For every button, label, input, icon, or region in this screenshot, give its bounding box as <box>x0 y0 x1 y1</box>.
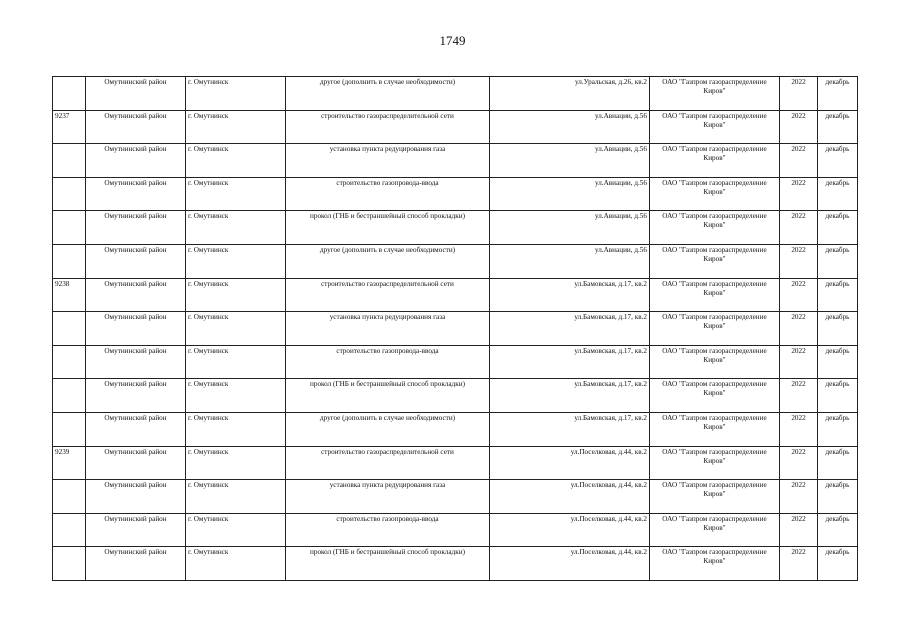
year-cell: 2022 <box>780 312 818 346</box>
year-cell: 2022 <box>780 446 818 480</box>
table-row <box>53 345 858 379</box>
month-cell: декабрь <box>818 345 858 379</box>
district-cell: Омутнинский район <box>86 446 186 480</box>
district-cell: Омутнинский район <box>86 144 186 178</box>
city-cell: г. Омутнинск <box>186 144 286 178</box>
table-row <box>53 547 858 581</box>
records-table <box>52 76 858 581</box>
table-row <box>53 110 858 144</box>
address-cell: ул.Поселковая, д.44, кв.2 <box>490 547 650 581</box>
address-cell: ул.Бамовская, д.17, кв.2 <box>490 312 650 346</box>
month-cell: декабрь <box>818 77 858 111</box>
month-cell: декабрь <box>818 177 858 211</box>
city-cell: г. Омутнинск <box>186 77 286 111</box>
work-type-cell: строительство газопровода-ввода <box>286 513 490 547</box>
year-cell: 2022 <box>780 547 818 581</box>
year-cell: 2022 <box>780 278 818 312</box>
work-type-cell: другое (дополнить в случае необходимости) <box>286 412 490 446</box>
address-cell: ул.Авиации, д.56 <box>490 110 650 144</box>
work-type-cell: строительство газораспределительной сети <box>286 110 490 144</box>
district-cell: Омутнинский район <box>86 379 186 413</box>
city-cell: г. Омутнинск <box>186 412 286 446</box>
city-cell: г. Омутнинск <box>186 446 286 480</box>
city-cell: г. Омутнинск <box>186 177 286 211</box>
month-cell: декабрь <box>818 513 858 547</box>
district-cell: Омутнинский район <box>86 412 186 446</box>
table-row <box>53 77 858 111</box>
district-cell: Омутнинский район <box>86 244 186 278</box>
year-cell: 2022 <box>780 513 818 547</box>
organization-cell: ОАО "Газпром газораспределение Киров" <box>650 345 780 379</box>
organization-cell: ОАО "Газпром газораспределение Киров" <box>650 379 780 413</box>
record-number: 9238 <box>53 278 86 312</box>
work-type-cell: другое (дополнить в случае необходимости) <box>286 244 490 278</box>
district-cell: Омутнинский район <box>86 345 186 379</box>
district-cell: Омутнинский район <box>86 110 186 144</box>
year-cell: 2022 <box>780 77 818 111</box>
organization-cell: ОАО "Газпром газораспределение Киров" <box>650 513 780 547</box>
table-row <box>53 379 858 413</box>
year-cell: 2022 <box>780 379 818 413</box>
city-cell: г. Омутнинск <box>186 278 286 312</box>
address-cell: ул.Авиации, д.56 <box>490 211 650 245</box>
work-type-cell: строительство газопровода-ввода <box>286 177 490 211</box>
month-cell: декабрь <box>818 312 858 346</box>
table-row <box>53 211 858 245</box>
month-cell: декабрь <box>818 144 858 178</box>
address-cell: ул.Бамовская, д.17, кв.2 <box>490 345 650 379</box>
record-number: 9239 <box>53 446 86 480</box>
month-cell: декабрь <box>818 379 858 413</box>
address-cell: ул.Бамовская, д.17, кв.2 <box>490 379 650 413</box>
record-number <box>53 480 86 514</box>
address-cell: ул.Бамовская, д.17, кв.2 <box>490 412 650 446</box>
organization-cell: ОАО "Газпром газораспределение Киров" <box>650 480 780 514</box>
address-cell: ул.Авиации, д.56 <box>490 144 650 178</box>
city-cell: г. Омутнинск <box>186 211 286 245</box>
address-cell: ул.Бамовская, д.17, кв.2 <box>490 278 650 312</box>
table-row <box>53 278 858 312</box>
work-type-cell: прокол (ГНБ и бестраншейный способ прокладки) <box>286 211 490 245</box>
table-row <box>53 513 858 547</box>
work-type-cell: строительство газораспределительной сети <box>286 446 490 480</box>
district-cell: Омутнинский район <box>86 177 186 211</box>
record-number <box>53 513 86 547</box>
city-cell: г. Омутнинск <box>186 480 286 514</box>
district-cell: Омутнинский район <box>86 513 186 547</box>
city-cell: г. Омутнинск <box>186 513 286 547</box>
work-type-cell: прокол (ГНБ и бестраншейный способ прокладки) <box>286 379 490 413</box>
year-cell: 2022 <box>780 144 818 178</box>
month-cell: декабрь <box>818 446 858 480</box>
organization-cell: ОАО "Газпром газораспределение Киров" <box>650 144 780 178</box>
organization-cell: ОАО "Газпром газораспределение Киров" <box>650 547 780 581</box>
table-row <box>53 446 858 480</box>
month-cell: декабрь <box>818 211 858 245</box>
record-number: 9237 <box>53 110 86 144</box>
record-number <box>53 547 86 581</box>
organization-cell: ОАО "Газпром газораспределение Киров" <box>650 412 780 446</box>
work-type-cell: строительство газопровода-ввода <box>286 345 490 379</box>
work-type-cell: строительство газораспределительной сети <box>286 278 490 312</box>
work-type-cell: установка пункта редуцирования газа <box>286 312 490 346</box>
organization-cell: ОАО "Газпром газораспределение Киров" <box>650 177 780 211</box>
table-body <box>53 77 858 581</box>
record-number <box>53 412 86 446</box>
organization-cell: ОАО "Газпром газораспределение Киров" <box>650 211 780 245</box>
district-cell: Омутнинский район <box>86 211 186 245</box>
table-row <box>53 177 858 211</box>
address-cell: ул.Поселковая, д.44, кв.2 <box>490 446 650 480</box>
work-type-cell: другое (дополнить в случае необходимости) <box>286 77 490 111</box>
organization-cell: ОАО "Газпром газораспределение Киров" <box>650 446 780 480</box>
work-type-cell: прокол (ГНБ и бестраншейный способ прокладки) <box>286 547 490 581</box>
city-cell: г. Омутнинск <box>186 379 286 413</box>
month-cell: декабрь <box>818 412 858 446</box>
record-number <box>53 77 86 111</box>
record-number <box>53 244 86 278</box>
year-cell: 2022 <box>780 244 818 278</box>
address-cell: ул.Поселковая, д.44, кв.2 <box>490 513 650 547</box>
record-number <box>53 379 86 413</box>
record-number <box>53 177 86 211</box>
record-number <box>53 345 86 379</box>
table-row <box>53 480 858 514</box>
year-cell: 2022 <box>780 480 818 514</box>
city-cell: г. Омутнинск <box>186 345 286 379</box>
address-cell: ул.Авиации, д.56 <box>490 244 650 278</box>
table-row <box>53 312 858 346</box>
organization-cell: ОАО "Газпром газораспределение Киров" <box>650 110 780 144</box>
district-cell: Омутнинский район <box>86 480 186 514</box>
work-type-cell: установка пункта редуцирования газа <box>286 144 490 178</box>
month-cell: декабрь <box>818 278 858 312</box>
record-number <box>53 312 86 346</box>
address-cell: ул.Уральская, д.26, кв.2 <box>490 77 650 111</box>
month-cell: декабрь <box>818 110 858 144</box>
organization-cell: ОАО "Газпром газораспределение Киров" <box>650 244 780 278</box>
city-cell: г. Омутнинск <box>186 244 286 278</box>
organization-cell: ОАО "Газпром газораспределение Киров" <box>650 312 780 346</box>
organization-cell: ОАО "Газпром газораспределение Киров" <box>650 77 780 111</box>
city-cell: г. Омутнинск <box>186 312 286 346</box>
record-number <box>53 211 86 245</box>
organization-cell: ОАО "Газпром газораспределение Киров" <box>650 278 780 312</box>
page-number: 1749 <box>439 33 466 48</box>
month-cell: декабрь <box>818 244 858 278</box>
table-row <box>53 244 858 278</box>
city-cell: г. Омутнинск <box>186 547 286 581</box>
year-cell: 2022 <box>780 110 818 144</box>
month-cell: декабрь <box>818 547 858 581</box>
table-row <box>53 412 858 446</box>
month-cell: декабрь <box>818 480 858 514</box>
district-cell: Омутнинский район <box>86 278 186 312</box>
address-cell: ул.Авиации, д.56 <box>490 177 650 211</box>
year-cell: 2022 <box>780 211 818 245</box>
address-cell: ул.Поселковая, д.44, кв.2 <box>490 480 650 514</box>
city-cell: г. Омутнинск <box>186 110 286 144</box>
district-cell: Омутнинский район <box>86 77 186 111</box>
table-row <box>53 144 858 178</box>
district-cell: Омутнинский район <box>86 547 186 581</box>
district-cell: Омутнинский район <box>86 312 186 346</box>
record-number <box>53 144 86 178</box>
year-cell: 2022 <box>780 412 818 446</box>
year-cell: 2022 <box>780 345 818 379</box>
year-cell: 2022 <box>780 177 818 211</box>
work-type-cell: установка пункта редуцирования газа <box>286 480 490 514</box>
